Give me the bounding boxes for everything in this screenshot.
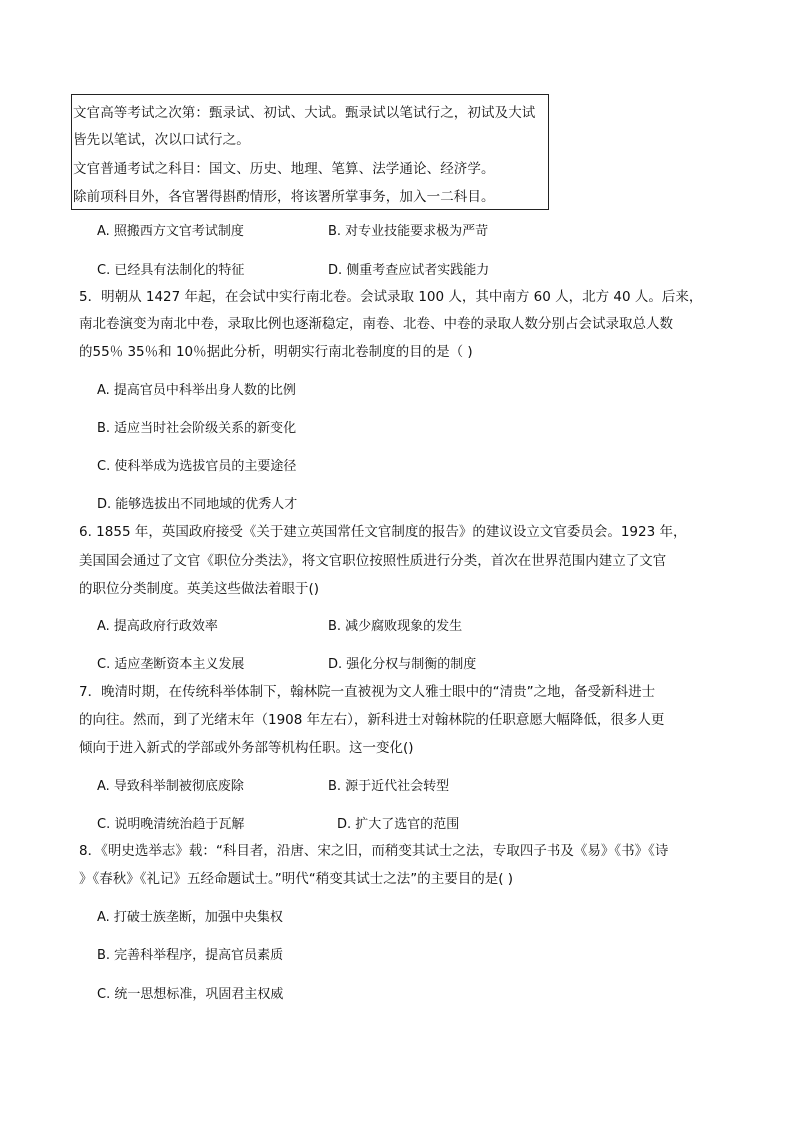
q5-option-c[interactable]: C. 使科举成为选拔官员的主要途径 xyxy=(97,459,297,474)
q7-stem-line: 倾向于进入新式的学部或外务部等机构任职。这一变化() xyxy=(79,740,414,756)
material-line: 文官普通考试之科目：国文、历史、地理、笔算、法学通论、经济学。 xyxy=(73,161,495,177)
q7-stem-line: 7．晚清时期，在传统科举体制下，翰林院一直被视为文人雅士眼中的“清贵”之地，备受新科进士 xyxy=(79,684,656,700)
q6-stem-line: 6. 1855 年，英国政府接受《关于建立英国常任文官制度的报告》的建议设立文官委员会。1923 年， xyxy=(79,524,687,540)
q8-stem-line: 》《春秋》《礼记》五经命题试士。”明代“稍变其试士之法”的主要目的是( ) xyxy=(79,871,514,887)
q5-option-d[interactable]: D. 能够选拔出不同地域的优秀人才 xyxy=(97,497,298,512)
material-line: 皆先以笔试，次以口试行之。 xyxy=(73,132,250,148)
q5-stem-line: 的55％ 35％和 10％据此分析，明朝实行南北卷制度的目的是（ ) xyxy=(79,344,473,360)
q4-option-c[interactable]: C. 已经具有法制化的特征 xyxy=(97,263,245,278)
q6-stem-line: 美国国会通过了文官《职位分类法》，将文官职位按照性质进行分类，首次在世界范围内建立了文官 xyxy=(79,553,667,569)
quoted-material-box xyxy=(71,94,549,210)
q6-option-c[interactable]: C. 适应垄断资本主义发展 xyxy=(97,657,245,672)
q7-option-c[interactable]: C. 说明晚清统治趋于瓦解 xyxy=(97,817,245,832)
q4-option-a[interactable]: A. 照搬西方文官考试制度 xyxy=(97,224,244,239)
q8-option-b[interactable]: B. 完善科举程序，提高官员素质 xyxy=(97,948,284,963)
q5-option-a[interactable]: A. 提高官员中科举出身人数的比例 xyxy=(97,383,296,398)
q6-option-a[interactable]: A. 提高政府行政效率 xyxy=(97,619,218,634)
q8-option-c[interactable]: C. 统一思想标准，巩固君主权威 xyxy=(97,987,284,1002)
q6-option-b[interactable]: B. 减少腐败现象的发生 xyxy=(328,619,463,634)
q6-stem-line: 的职位分类制度。英美这些做法着眼于() xyxy=(79,581,320,597)
q8-option-a[interactable]: A. 打破士族垄断，加强中央集权 xyxy=(97,910,283,925)
q5-stem-line: 5．明朝从 1427 年起，在会试中实行南北卷。会试录取 100 人，其中南方 60 人，北方 40 人。后来， xyxy=(79,289,703,305)
material-line: 文官高等考试之次第：甄录试、初试、大试。甄录试以笔试行之，初试及大试 xyxy=(73,105,536,121)
q7-option-a[interactable]: A. 导致科举制被彻底废除 xyxy=(97,779,244,794)
q5-option-b[interactable]: B. 适应当时社会阶级关系的新变化 xyxy=(97,421,297,436)
q6-option-d[interactable]: D. 强化分权与制衡的制度 xyxy=(328,657,477,672)
q4-option-b[interactable]: B. 对专业技能要求极为严苛 xyxy=(328,224,489,239)
q7-option-b[interactable]: B. 源于近代社会转型 xyxy=(328,779,450,794)
q7-option-d[interactable]: D. 扩大了选官的范围 xyxy=(337,817,460,832)
q8-stem-line: 8．《明史选举志》载：“科目者，沿唐、宋之旧，而稍变其试士之法，专取四子书及《易》《书》《诗 xyxy=(79,843,669,859)
material-line: 除前项科目外，各官署得斟酌情形，将该署所掌事务，加入一二科目。 xyxy=(73,189,495,205)
q4-option-d[interactable]: D. 侧重考查应试者实践能力 xyxy=(328,263,490,278)
q5-stem-line: 南北卷演变为南北中卷，录取比例也逐渐稳定，南卷、北卷、中卷的录取人数分别占会试录取总人数 xyxy=(79,316,673,332)
q7-stem-line: 的向往。然而，到了光绪末年（1908 年左右），新科进士对翰林院的任职意愿大幅降低，很多人更 xyxy=(79,712,665,728)
